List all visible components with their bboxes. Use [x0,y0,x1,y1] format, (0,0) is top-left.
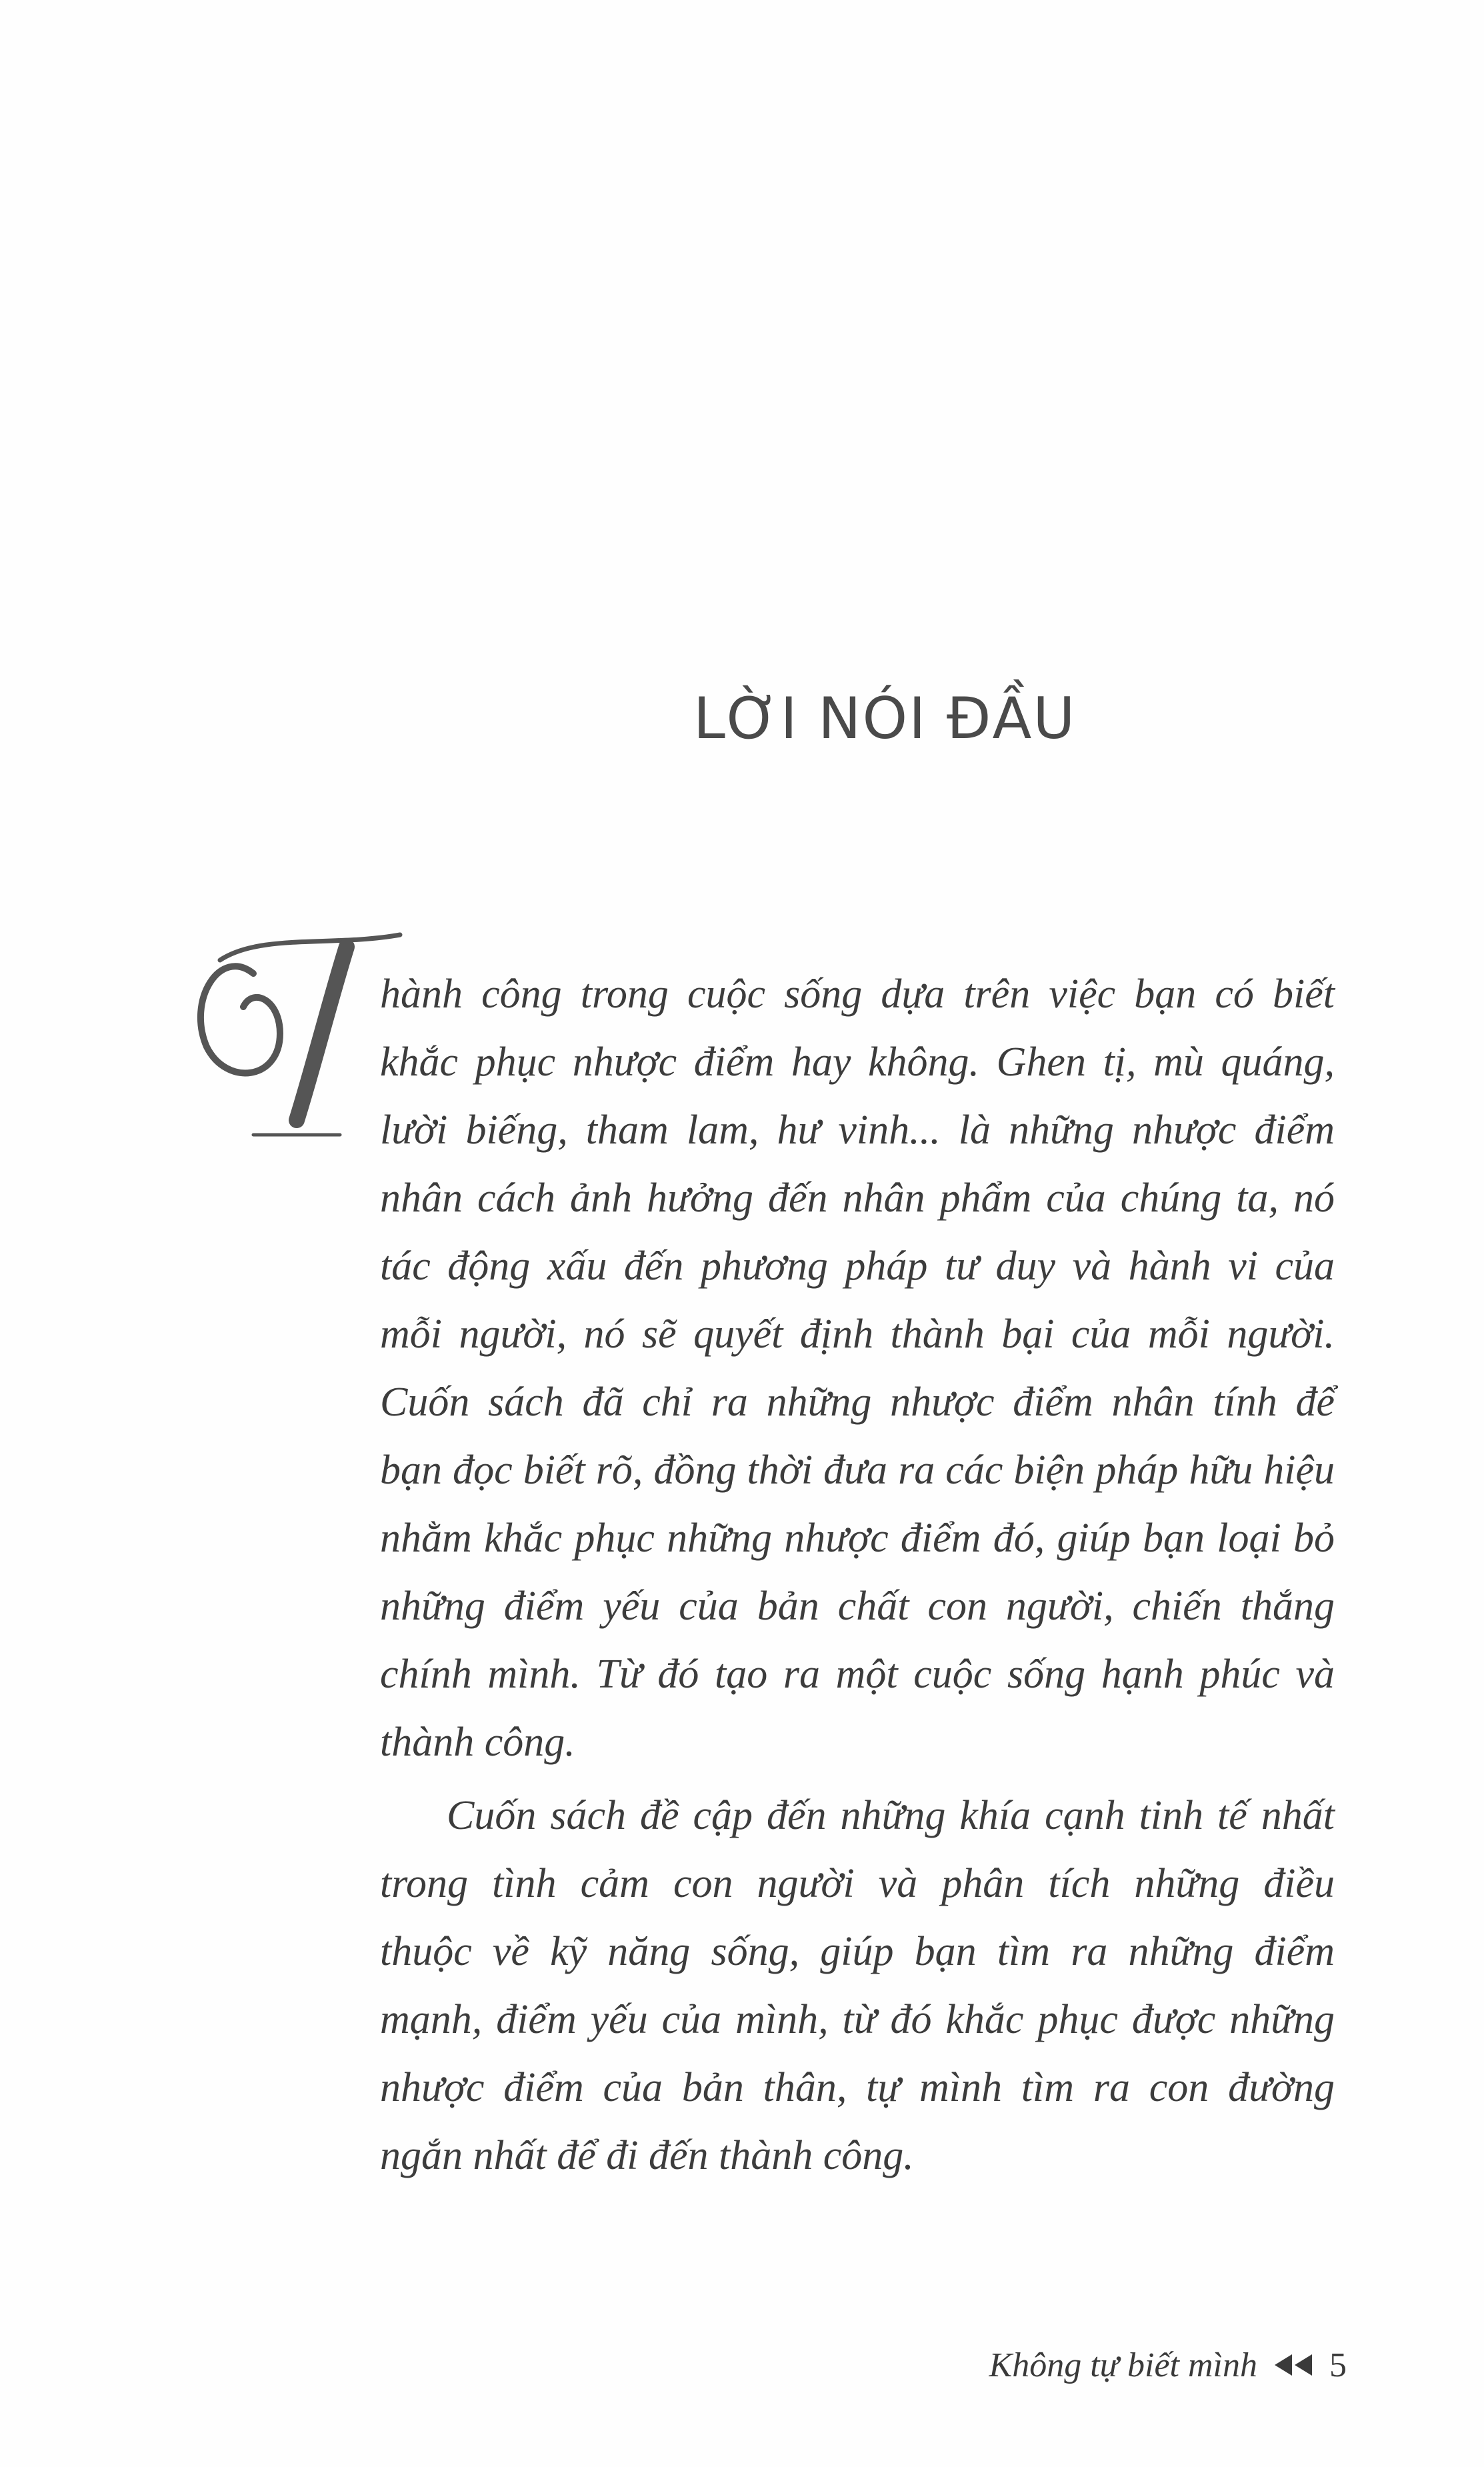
text-line: tác động xấu đến phương pháp tư duy và hành vi của [380,1244,1335,1289]
text-line: Cuốn sách đã chỉ ra những nhược điểm nhân tính để [380,1380,1335,1425]
text-line: ngắn nhất để đi đến thành công. [380,2133,914,2178]
text-line: Cuốn sách đề cập đến những khía cạnh tinh tế nhất [447,1793,1335,1838]
text-line: mạnh, điểm yếu của mình, từ đó khắc phục được những [380,1997,1335,2042]
text-line: những điểm yếu của bản chất con người, chiến thắng [380,1584,1335,1629]
text-line: thành công. [380,1720,575,1765]
text-line: nhân cách ảnh hưởng đến nhân phẩm của chúng ta, nó [380,1175,1335,1221]
page-footer [920,2342,1347,2388]
text-line: bạn đọc biết rõ, đồng thời đưa ra các biện pháp hữu hiệu [380,1448,1335,1493]
text-line: lười biếng, tham lam, hư vinh... là những nhược điểm [380,1107,1335,1153]
preface-body [380,960,1335,2190]
paragraph-2 [380,1782,1335,2190]
paragraph-1 [380,960,1335,1776]
text-line: trong tình cảm con người và phân tích những điều [380,1861,1335,1906]
double-left-arrow-icon [1272,2352,1315,2378]
chapter-heading: LỜI NÓI ĐẦU [693,685,1077,752]
dropcap-letter-t [180,920,407,1147]
text-line: mỗi người, nó sẽ quyết định thành bại của mỗi người. [380,1312,1335,1357]
text-line: thuộc về kỹ năng sống, giúp bạn tìm ra những điểm [380,1929,1335,1974]
text-line: hành công trong cuộc sống dựa trên việc bạn có biết [380,971,1335,1017]
running-book-title: Không tự biết mình [989,2346,1257,2384]
text-line: chính mình. Từ đó tạo ra một cuộc sống hạnh phúc và [380,1652,1335,1697]
page-number: 5 [1329,2346,1347,2384]
text-line: nhằm khắc phục những nhược điểm đó, giúp bạn loại bỏ [380,1516,1335,1561]
text-line: nhược điểm của bản thân, tự mình tìm ra con đường [380,2065,1335,2110]
text-line: khắc phục nhược điểm hay không. Ghen tị, mù quáng, [380,1039,1335,1085]
